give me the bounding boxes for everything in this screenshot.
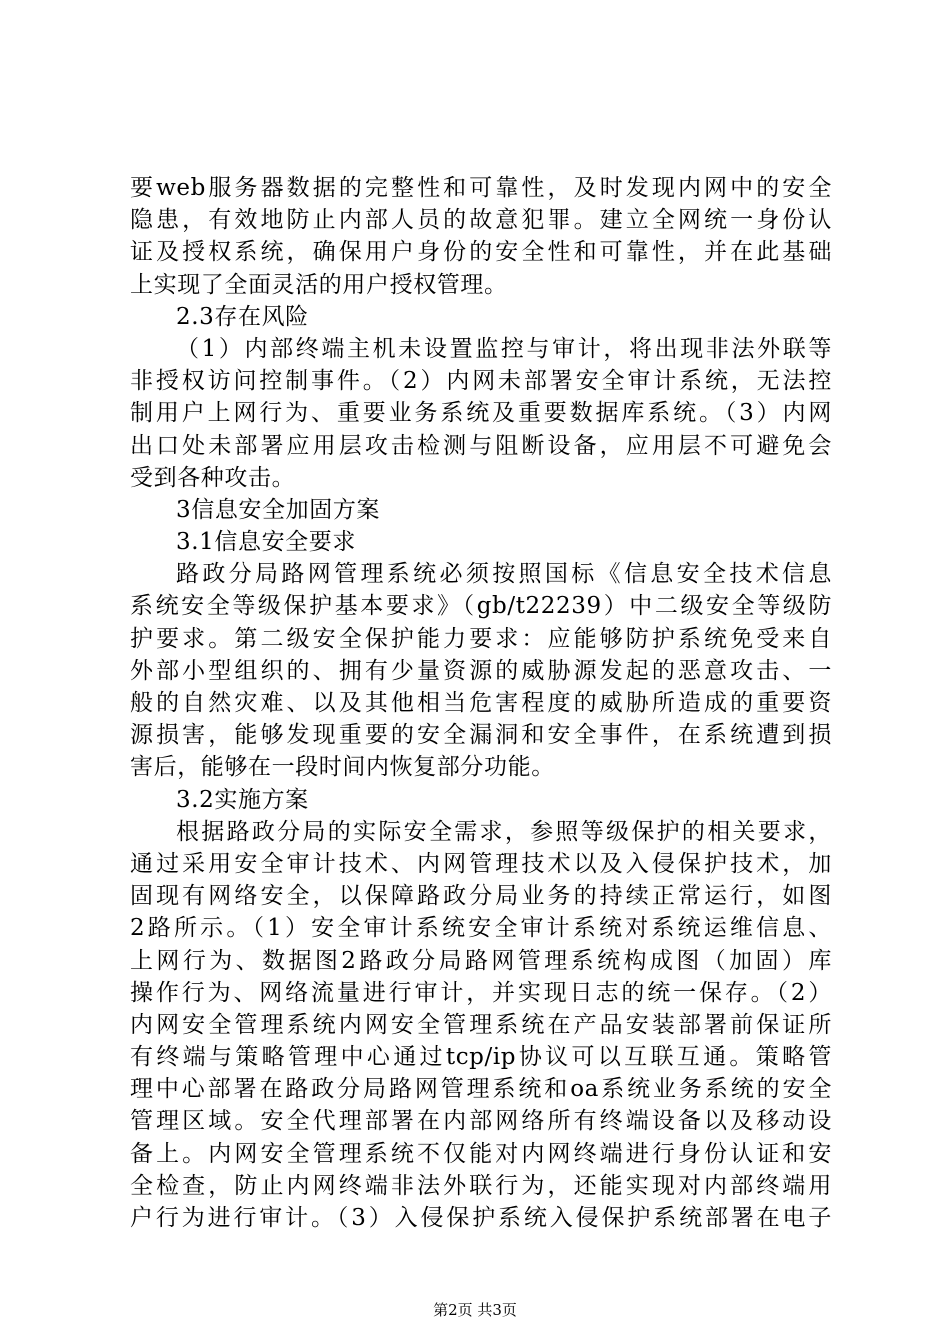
- text-line: 2路所示。（1）安全审计系统安全审计系统对系统运维信息、: [130, 915, 832, 942]
- text-line: 根据路政分局的实际安全需求，参照等级保护的相关要求，: [176, 818, 832, 845]
- text-line: 上实现了全面灵活的用户授权管理。: [130, 271, 508, 298]
- section-heading: 3信息安全加固方案: [176, 496, 381, 523]
- text-line: 受到各种攻击。: [130, 464, 296, 491]
- text-line: 护要求。第二级安全保护能力要求：应能够防护系统免受来自: [130, 625, 832, 652]
- text-line: 备上。内网安全管理系统不仅能对内网终端进行身份认证和安: [130, 1140, 832, 1167]
- text-line: 理中心部署在路政分局路网管理系统和oa系统业务系统的安全: [130, 1076, 832, 1103]
- text-line: 般的自然灾难、以及其他相当危害程度的威胁所造成的重要资: [130, 690, 832, 716]
- text-line: 外部小型组织的、拥有少量资源的威胁源发起的恶意攻击、一: [130, 657, 832, 684]
- text-line: 有终端与策略管理中心通过tcp/ip协议可以互联互通。策略管: [130, 1044, 832, 1071]
- text-line: 操作行为、网络流量进行审计，并实现日志的统一保存。（2）: [130, 979, 832, 1006]
- section-heading: 2.3存在风险: [176, 303, 309, 330]
- text-line: 户行为进行审计。（3）入侵保护系统入侵保护系统部署在电子: [130, 1205, 832, 1231]
- text-line: 路政分局路网管理系统必须按照国标《信息安全技术信息: [176, 561, 832, 588]
- text-line: （1）内部终端主机未设置监控与审计，将出现非法外联等: [176, 335, 832, 362]
- text-line: 全检查，防止内网终端非法外联行为，还能实现对内部终端用: [130, 1172, 832, 1199]
- text-line: 内网安全管理系统内网安全管理系统在产品安装部署前保证所: [130, 1011, 832, 1038]
- text-line: 管理区域。安全代理部署在内部网络所有终端设备以及移动设: [130, 1108, 832, 1135]
- section-heading: 3.2实施方案: [176, 786, 309, 813]
- text-line: 要web服务器数据的完整性和可靠性，及时发现内网中的安全: [130, 175, 832, 201]
- text-line: 证及授权系统，确保用户身份的安全性和可靠性，并在此基础: [130, 239, 832, 266]
- text-line: 系统安全等级保护基本要求》（gb/t22239）中二级安全等级防: [130, 593, 832, 620]
- text-line: 固现有网络安全，以保障路政分局业务的持续正常运行，如图: [130, 883, 832, 910]
- document-body: [130, 172, 832, 1234]
- text-line: 非授权访问控制事件。（2）内网未部署安全审计系统，无法控: [130, 368, 832, 395]
- page-number-footer: 第2页 共3页: [433, 1301, 517, 1319]
- text-line: 上网行为、数据图2路政分局路网管理系统构成图（加固）库: [130, 947, 832, 974]
- section-heading: 3.1信息安全要求: [176, 529, 356, 556]
- text-line: 出口处未部署应用层攻击检测与阻断设备，应用层不可避免会: [130, 432, 832, 459]
- text-line: 通过采用安全审计技术、内网管理技术以及入侵保护技术，加: [130, 850, 832, 877]
- text-line: 隐患，有效地防止内部人员的故意犯罪。建立全网统一身份认: [130, 207, 832, 234]
- text-line: 源损害，能够发现重要的安全漏洞和安全事件，在系统遭到损: [130, 722, 832, 749]
- text-line: 制用户上网行为、重要业务系统及重要数据库系统。（3）内网: [130, 400, 832, 427]
- text-line: 害后，能够在一段时间内恢复部分功能。: [130, 754, 555, 781]
